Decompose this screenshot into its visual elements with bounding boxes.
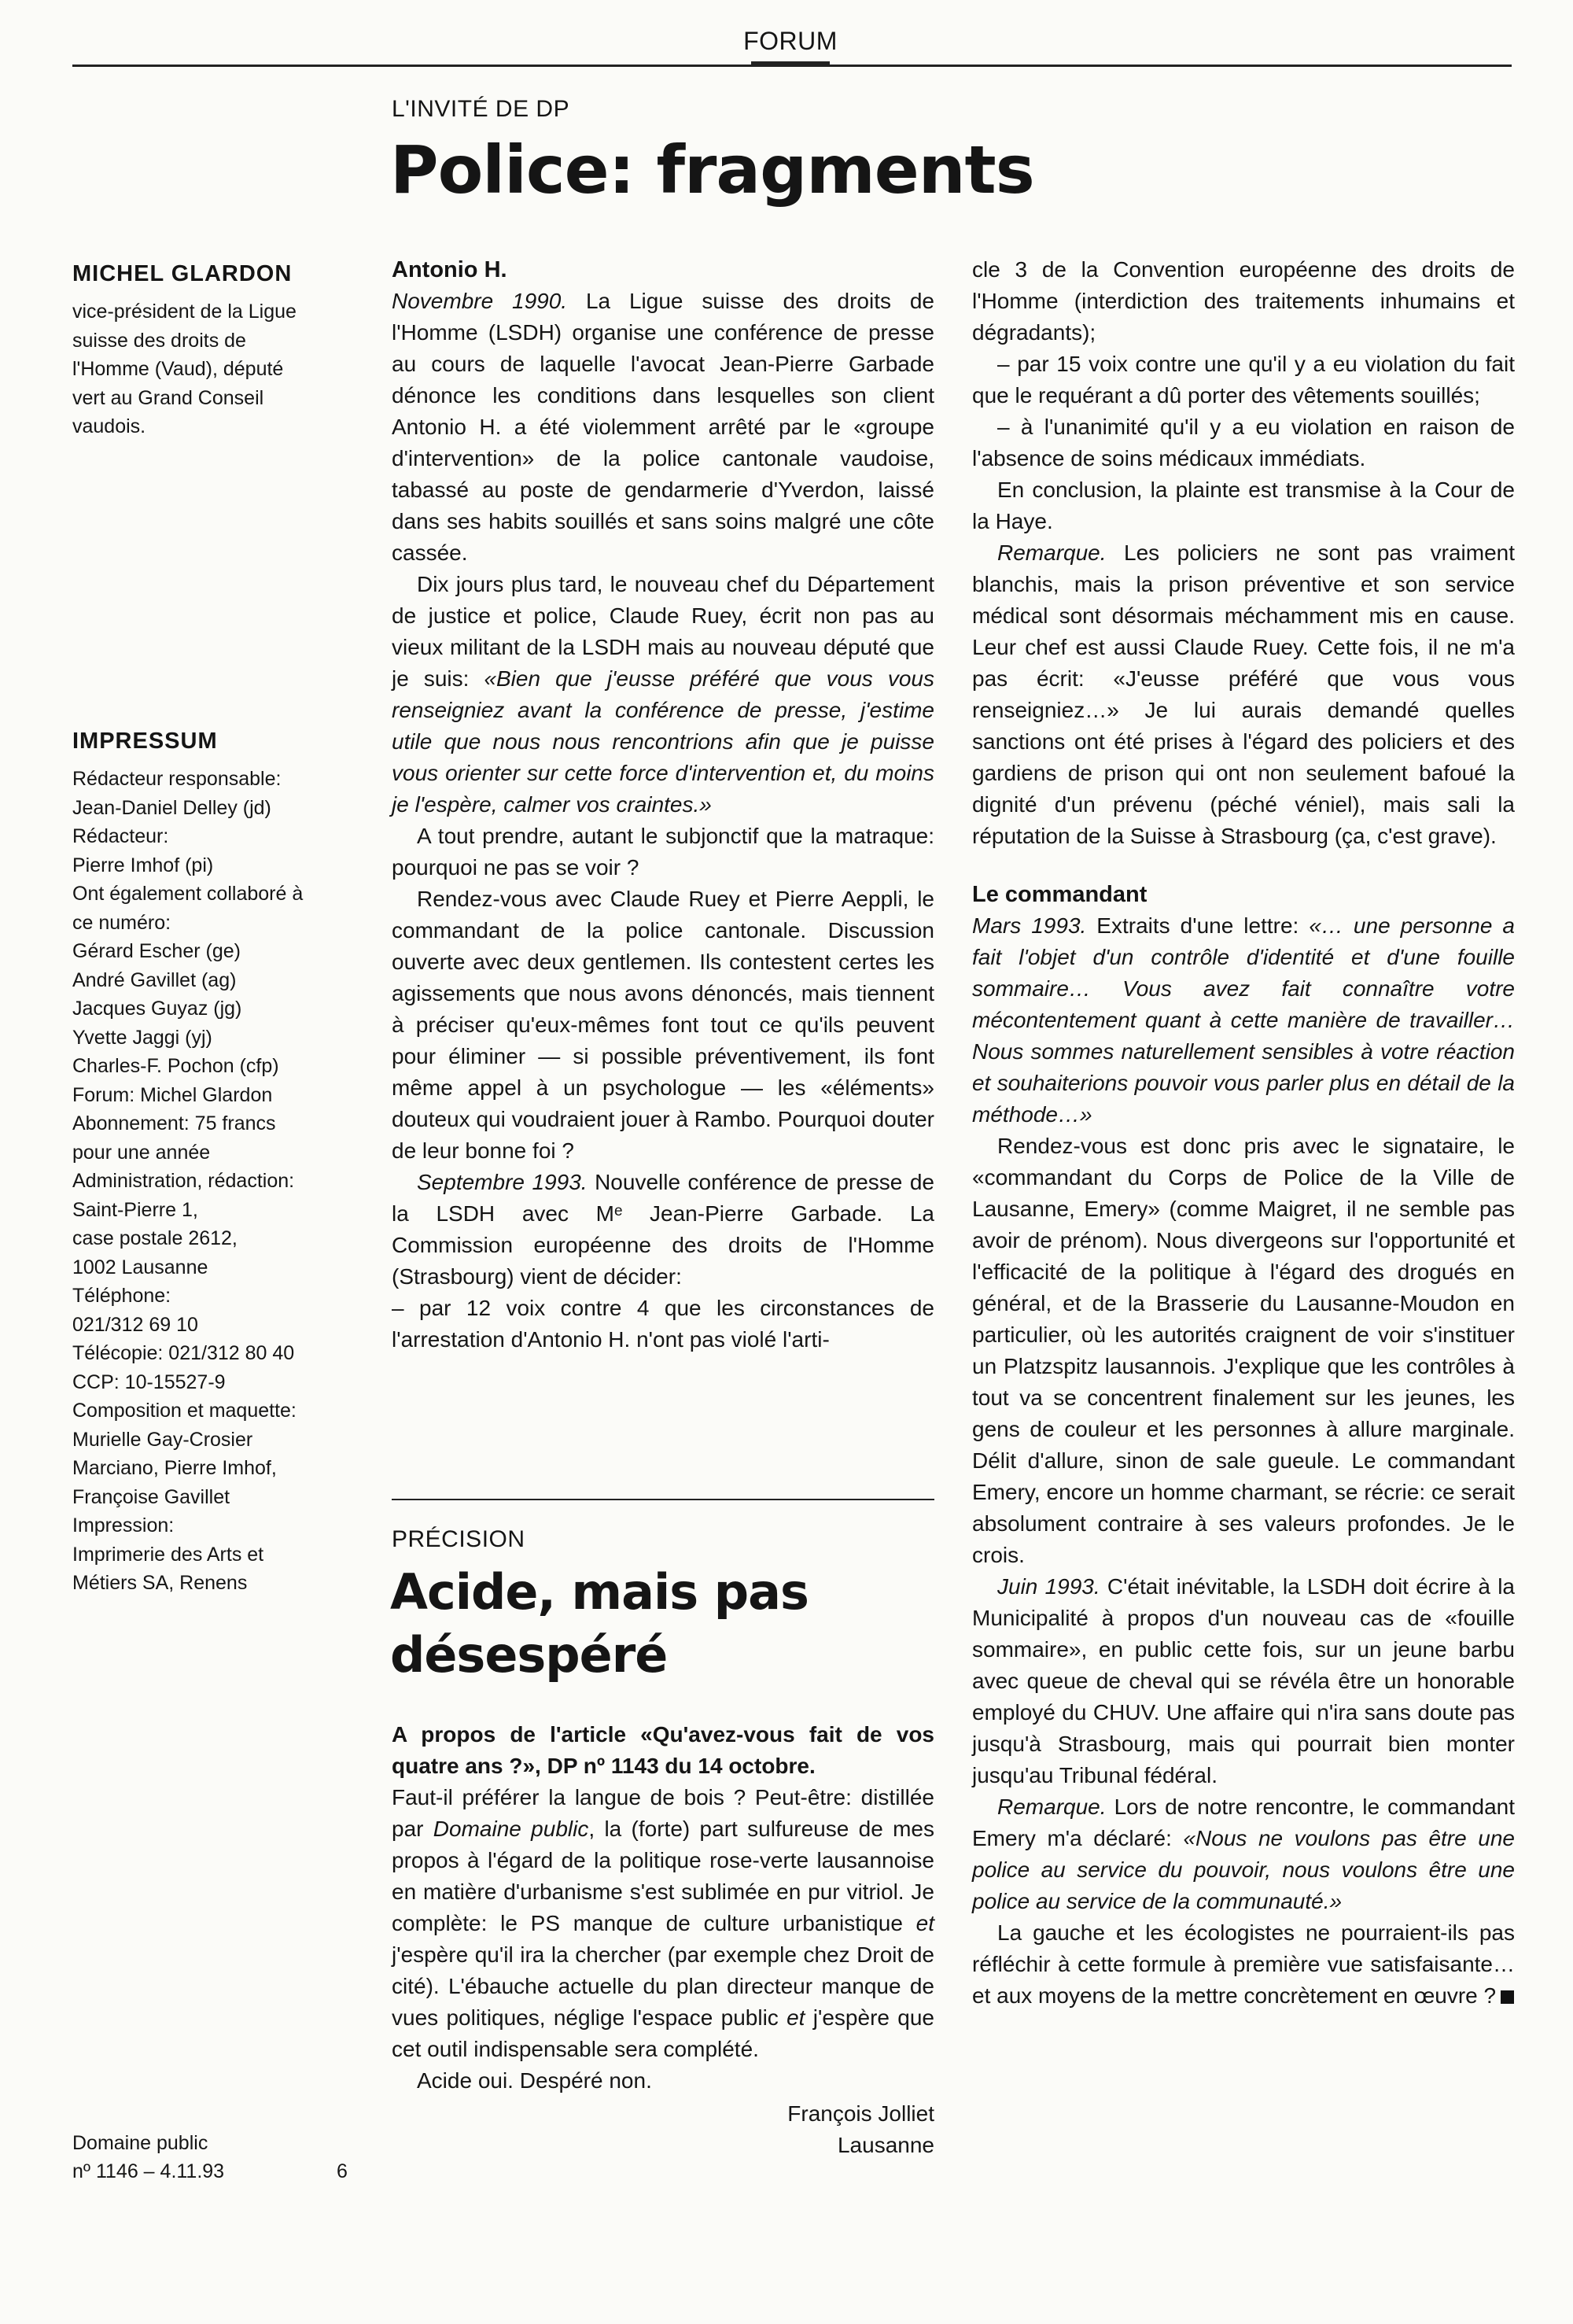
date-lead: Mars 1993. bbox=[972, 913, 1087, 938]
precision-kicker: PRÉCISION bbox=[392, 1526, 525, 1552]
paragraph bbox=[392, 1782, 934, 2065]
impressum-line: Impression: bbox=[72, 1514, 175, 1536]
paragraph bbox=[972, 1917, 1515, 2012]
paragraph-text: , la (forte) part sulfureuse de mes propos à l'égard de la politique rose-verte lausannoise en matière d'urbanisme s'est sublimée en pur vitriol. Je complète: le PS manque de culture urbanistique bbox=[392, 1817, 934, 1935]
paragraph-text: Les policiers ne sont pas vraiment blanchis, mais la prison préventive et son service médical sont désormais méchamment mis en cause. Leur chef est aussi Claude Ruey. Cette fois, il ne m'a pas écrit: «J'eusse préféré que vous vous renseigniez…» Je lui aurais demandé quelles sanctions ont été prises à l'égard des policiers et des gardiens de prison qui ont non seulement bafoué la dignité d'un prévenu (péché véniel), mais sali la réputation de la Suisse à Strasbourg (ça, c'est grave). bbox=[972, 540, 1515, 848]
impressum-line: Pierre Imhof (pi) bbox=[72, 854, 214, 876]
impressum-line: Rédacteur responsable: bbox=[72, 768, 282, 790]
header-rule-accent bbox=[751, 61, 830, 67]
paragraph: Acide oui. Despéré non. bbox=[417, 2068, 652, 2093]
footer-publication: Domaine public bbox=[72, 2132, 208, 2154]
paragraph-text: j'espère qu'il ira la chercher (par exemple chez Droit de cité). L'ébauche actuelle du plan directeur manque de vues politiques, néglige l'espace public bbox=[392, 1942, 934, 2030]
emphasis: et bbox=[786, 2005, 805, 2030]
paragraph-text: C'était inévitable, la LSDH doit écrire à la Municipalité à propos d'un nouveau cas de «fouille sommaire», en public cette fois, sur un jeune barbu avec queue de cheval qui se révéla être un honorable employé du CHUV. Une affaire qui n'ira sans doute pas jusqu'à Strasbourg, mais qui pourrait bien monter jusqu'au Tribunal fédéral. bbox=[972, 1574, 1515, 1787]
impressum-line: Forum: Michel Glardon bbox=[72, 1083, 273, 1106]
precision-title bbox=[390, 1561, 809, 1687]
paragraph bbox=[392, 1167, 934, 1293]
impressum-line: Murielle Gay-Crosier bbox=[72, 1428, 253, 1451]
impressum-line: Administration, rédaction: bbox=[72, 1170, 295, 1192]
impressum-line: Ont également collaboré à bbox=[72, 883, 304, 905]
impressum-line: Jean-Daniel Delley (jd) bbox=[72, 796, 271, 819]
subhead-commandant: Le commandant bbox=[972, 882, 1148, 907]
impressum-heading: IMPRESSUM bbox=[72, 729, 218, 754]
impressum-list bbox=[72, 765, 303, 1598]
date-lead: Septembre 1993. bbox=[417, 1170, 588, 1194]
remark-lead: Remarque. bbox=[997, 1795, 1107, 1819]
paragraph: A tout prendre, autant le subjonctif que la matraque: pourquoi ne pas se voir ? bbox=[392, 824, 934, 880]
impressum-line: André Gavillet (ag) bbox=[72, 968, 237, 991]
publication-name: Domaine public bbox=[433, 1817, 589, 1841]
paragraph-text: Nouvelle conférence de presse de la LSDH avec Mᵉ Jean-Pierre Garbade. La Commission européenne des droits de l'Homme (Strasbourg) vient de décider: bbox=[392, 1170, 935, 1289]
paragraph-text: La gauche et les écologistes ne pourraient-ils pas réfléchir à cette formule à première vue satisfaisante… et aux moyens de la mettre concrètement en œuvre ? bbox=[972, 1920, 1515, 2008]
impressum-line: Composition et maquette: bbox=[72, 1400, 297, 1422]
impressum-line: Yvette Jaggi (yj) bbox=[72, 1026, 212, 1049]
impressum-line: case postale 2612, bbox=[72, 1227, 238, 1249]
title-line: désespéré bbox=[390, 1626, 668, 1684]
paragraph bbox=[972, 1571, 1515, 1791]
date-lead: Novembre 1990. bbox=[392, 289, 568, 313]
paragraph: Rendez-vous avec Claude Ruey et Pierre Aeppli, le commandant de la police cantonale. Discussion ouverte avec deux gentlemen. Ils contestent certes les agissements que nous avons dénoncés, mais tiennent à préciser qu'eux-mêmes font tout ce qu'ils peuvent pour éliminer — si possible préventivement, ils font même appel à un psychologue — les «éléments» douteux qui voudraient jouer à Rambo. Pourquoi douter de leur bonne foi ? bbox=[392, 887, 934, 1163]
article-column-2 bbox=[972, 254, 1515, 2012]
impressum-line: Saint-Pierre 1, bbox=[72, 1198, 198, 1221]
impressum-line: Jacques Guyaz (jg) bbox=[72, 998, 242, 1020]
bio-line: l'Homme (Vaud), député bbox=[72, 358, 284, 380]
paragraph: – à l'unanimité qu'il y a eu violation en raison de l'absence de soins médicaux immédiats. bbox=[972, 415, 1515, 470]
impressum-line: Marciano, Pierre Imhof, bbox=[72, 1457, 277, 1479]
impressum-line: CCP: 10-15527-9 bbox=[72, 1370, 226, 1393]
paragraph bbox=[972, 910, 1515, 1131]
paragraph: Rendez-vous est donc pris avec le signataire, le «commandant du Corps de Police de la Ville de Lausanne, Emery» (comme Maigret, il ne semble pas avoir de prénom). Nous divergeons sur l'opportunité et l'efficacité de la politique à l'égard des drogués en général, et de la Brasserie du Lausanne-Moudon en particulier, où les autorités craignent de voir s'instituer un Platzspitz lausannois. J'explique que les contrôles à tout va se concentrent finalement sur les jeunes, les gens de couleur et les personnes à allure marginale. Délit d'allure, sinon de sale gueule. Le commandant Emery, encore un homme charmant, se récrie: ce serait absolument contraire à ses valeurs profondes. Je le crois. bbox=[972, 1134, 1515, 1567]
precision-lead: A propos de l'article «Qu'avez-vous fait de vos quatre ans ?», DP nº 1143 du 14 octobre. bbox=[392, 1722, 934, 1778]
signature-place: Lausanne bbox=[837, 2133, 934, 2157]
impressum-line: 021/312 69 10 bbox=[72, 1313, 198, 1336]
bio-line: vert au Grand Conseil bbox=[72, 386, 264, 409]
impressum-line: Charles-F. Pochon (cfp) bbox=[72, 1055, 279, 1077]
section-label: FORUM bbox=[743, 27, 838, 55]
quote: «Bien que j'eusse préféré que vous vous renseigniez avant la conférence de presse, j'estime utile que nous nous rencontrions afin que je puisse vous orienter sur cette force d'intervention et, du moins je l'espère, calmer vos craintes.» bbox=[392, 666, 934, 817]
footer-issue: nº 1146 – 4.11.93 bbox=[72, 2160, 225, 2182]
article-title: Police: fragments bbox=[390, 131, 1034, 208]
author-name: MICHEL GLARDON bbox=[72, 261, 293, 286]
paragraph: – par 15 voix contre une qu'il y a eu violation du fait que le requérant a dû porter des vêtements souillés; bbox=[972, 352, 1515, 408]
impressum-line: Téléphone: bbox=[72, 1285, 171, 1307]
paragraph bbox=[972, 537, 1515, 852]
impressum-line: pour une année bbox=[72, 1141, 211, 1164]
impressum-line: Télécopie: 021/312 80 40 bbox=[72, 1342, 295, 1364]
impressum-line: Métiers SA, Renens bbox=[72, 1572, 248, 1594]
impressum-line: Imprimerie des Arts et bbox=[72, 1543, 264, 1566]
subhead-antonio: Antonio H. bbox=[392, 257, 507, 282]
paragraph-text: Lors de notre rencontre, le commandant Emery m'a déclaré: bbox=[972, 1795, 1515, 1850]
bio-line: suisse des droits de bbox=[72, 329, 246, 352]
impressum-line: Abonnement: 75 francs bbox=[72, 1112, 276, 1134]
impressum-line: 1002 Lausanne bbox=[72, 1256, 208, 1278]
section-divider bbox=[392, 1499, 934, 1500]
end-mark-icon bbox=[1501, 1990, 1514, 2004]
bio-line: vice-président de la Ligue bbox=[72, 301, 297, 323]
paragraph bbox=[392, 569, 934, 821]
impressum-line: Rédacteur: bbox=[72, 825, 169, 847]
paragraph: cle 3 de la Convention européenne des droits de l'Homme (interdiction des traitements inhumains et dégradants); bbox=[972, 257, 1515, 345]
quote: «… une personne a fait l'objet d'un contrôle d'identité et d'une fouille sommaire… Vous avez fait connaître votre mécontentement quant à cette manière de travailler… Nous sommes naturellement sensibles à votre réaction et souhaiterions pouvoir vous parler plus en détail de la méthode…» bbox=[972, 913, 1515, 1127]
impressum-line: ce numéro: bbox=[72, 911, 171, 934]
paragraph bbox=[972, 1791, 1515, 1917]
title-line: Acide, mais pas bbox=[390, 1563, 809, 1621]
paragraph: En conclusion, la plainte est transmise à la Cour de la Haye. bbox=[972, 478, 1515, 533]
emphasis: et bbox=[915, 1911, 934, 1935]
paragraph bbox=[392, 286, 934, 569]
footer-page-number: 6 bbox=[337, 2160, 348, 2182]
author-bio bbox=[72, 297, 297, 441]
article-column-1 bbox=[392, 254, 934, 1356]
quote: «Nous ne voulons pas être une police au service du pouvoir, nous voulons être une police au service de la communauté.» bbox=[972, 1826, 1515, 1913]
impressum-line: Gérard Escher (ge) bbox=[72, 940, 241, 962]
precision-body bbox=[392, 1719, 934, 2161]
paragraph: – par 12 voix contre 4 que les circonstances de l'arrestation d'Antonio H. n'ont pas violé l'arti- bbox=[392, 1296, 934, 1352]
paragraph-text: Faut-il préférer la langue de bois ? Peut-être: distillée par bbox=[392, 1785, 934, 1841]
paragraph-text: j'espère que cet outil indispensable sera complété. bbox=[392, 2005, 934, 2061]
article-kicker: L'INVITÉ DE DP bbox=[392, 96, 570, 122]
date-lead: Juin 1993. bbox=[997, 1574, 1100, 1599]
bio-line: vaudois. bbox=[72, 415, 146, 437]
paragraph-text: La Ligue suisse des droits de l'Homme (LSDH) organise une conférence de presse au cours de laquelle l'avocat Jean-Pierre Garbade dénonce les conditions dans lesquelles son client Antonio H. a été violemment arrêté par le «groupe d'intervention» de la police cantonale vaudoise, tabassé au poste de gendarmerie d'Yverdon, laissé dans ses habits souillés et sans soins malgré une côte cassée. bbox=[392, 289, 935, 565]
remark-lead: Remarque. bbox=[997, 540, 1107, 565]
impressum-line: Françoise Gavillet bbox=[72, 1485, 230, 1508]
signature-name: François Jolliet bbox=[787, 2101, 934, 2126]
paragraph-text: Dix jours plus tard, le nouveau chef du Département de justice et police, Claude Ruey, écrit non pas au vieux militant de la LSDH mais au nouveau député que je suis: bbox=[392, 572, 934, 691]
paragraph-text: Extraits d'une lettre: bbox=[1086, 913, 1310, 938]
